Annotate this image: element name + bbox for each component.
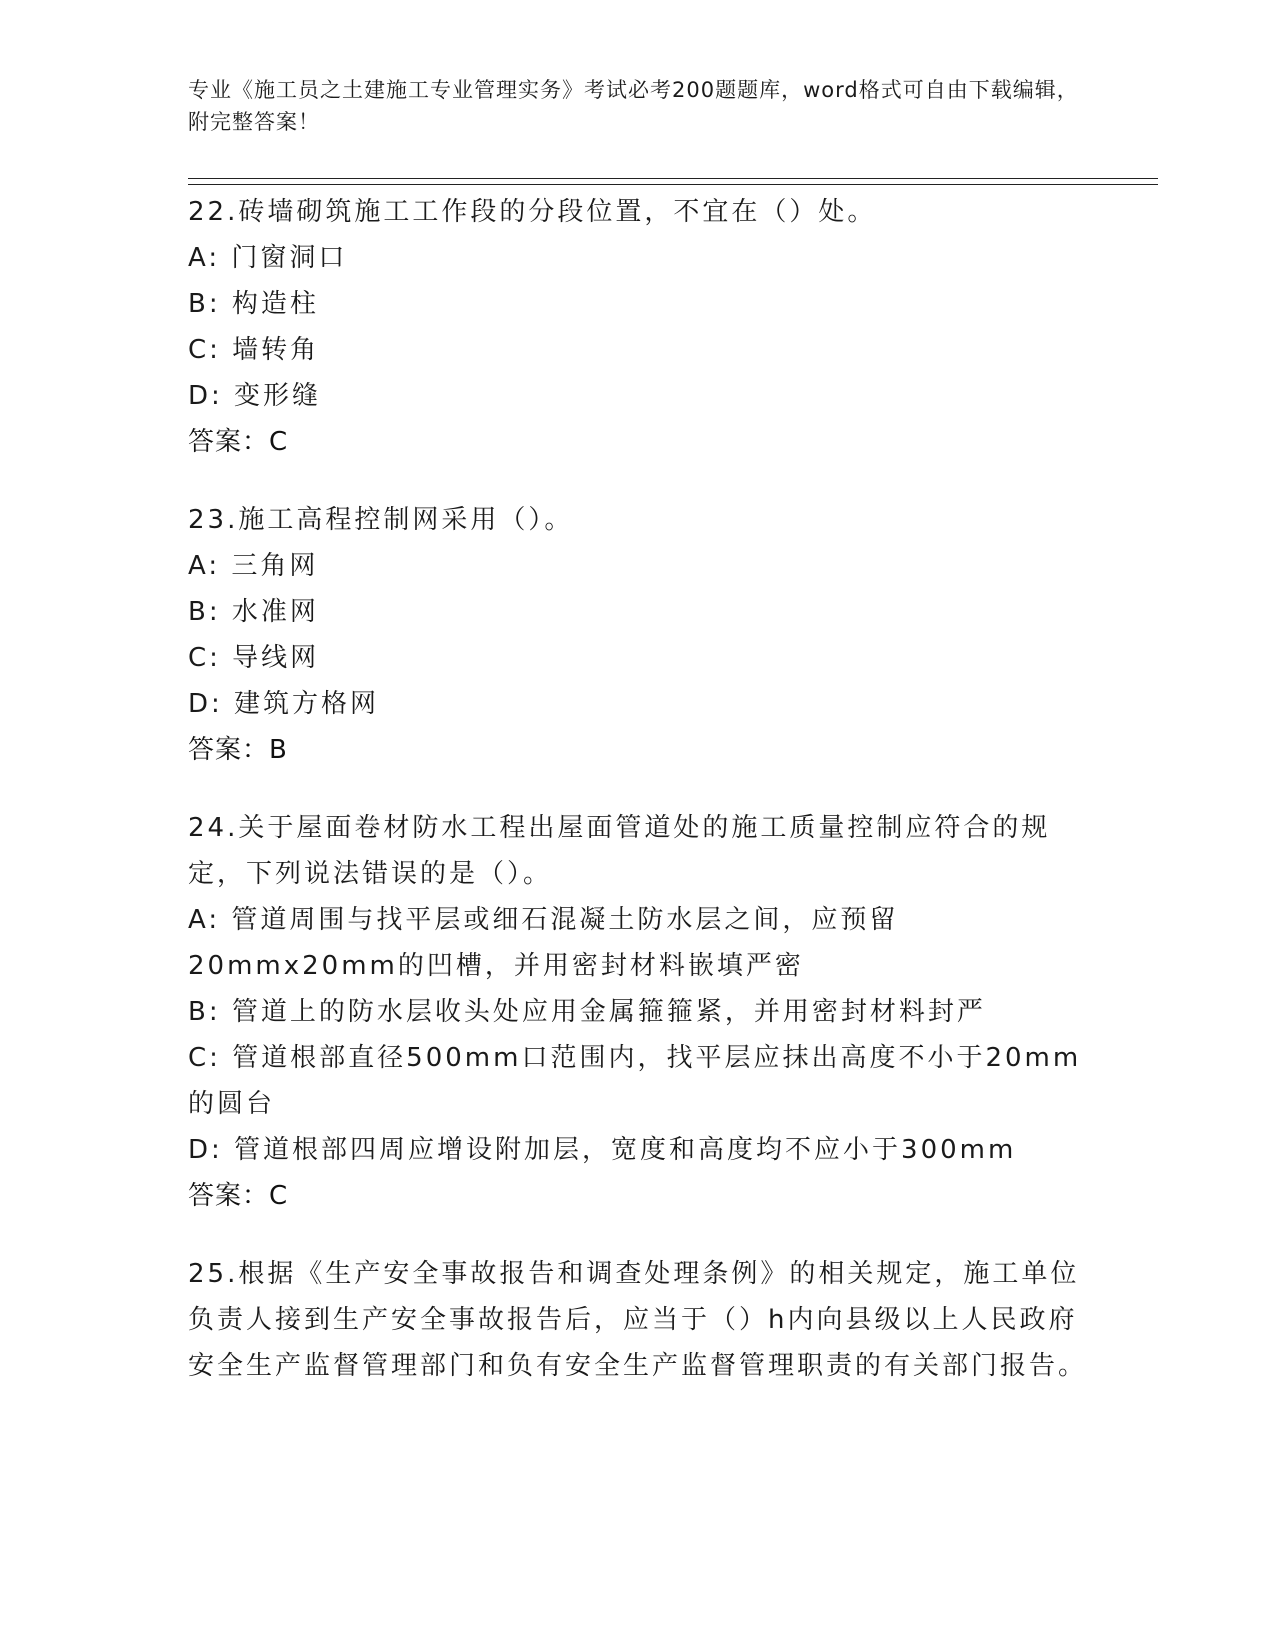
question-22 — [188, 189, 1088, 465]
question-stem: 22.砖墙砌筑施工工作段的分段位置，不宜在（）处。 — [188, 197, 877, 227]
option-d: D: 管道根部四周应增设附加层，宽度和高度均不应小于300mm — [188, 1135, 1017, 1165]
question-list — [188, 189, 1088, 1421]
answer: 答案：B — [188, 735, 288, 765]
option-b: B: 构造柱 — [188, 289, 319, 319]
answer: 答案：C — [188, 1181, 289, 1211]
option-a: A: 管道周围与找平层或细石混凝土防水层之间，应预留20mmx20mm的凹槽，并用密封材料嵌填严密 — [188, 905, 899, 981]
option-a: A: 门窗洞口 — [188, 243, 348, 273]
question-stem: 24.关于屋面卷材防水工程出屋面管道处的施工质量控制应符合的规定，下列说法错误的是（）。 — [188, 813, 1051, 889]
option-b: B: 水准网 — [188, 597, 319, 627]
option-a: A: 三角网 — [188, 551, 319, 581]
question-stem: 25.根据《生产安全事故报告和调查处理条例》的相关规定，施工单位负责人接到生产安全事故报告后，应当于（）h内向县级以上人民政府安全生产监督管理部门和负有安全生产监督管理职责的有关部门报告。 — [188, 1259, 1088, 1381]
question-stem: 23.施工高程控制网采用（）。 — [188, 505, 574, 535]
question-25 — [188, 1251, 1088, 1389]
question-24 — [188, 805, 1088, 1219]
option-d: D: 变形缝 — [188, 381, 322, 411]
option-b: B: 管道上的防水层收头处应用金属箍箍紧，并用密封材料封严 — [188, 997, 986, 1027]
option-c: C: 墙转角 — [188, 335, 320, 365]
header-rule-bottom — [188, 184, 1158, 185]
answer: 答案：C — [188, 427, 289, 457]
option-c: C: 管道根部直径500mm口范围内，找平层应抹出高度不小于20mm的圆台 — [188, 1043, 1082, 1119]
header-rule-top — [188, 178, 1158, 179]
question-23 — [188, 497, 1088, 773]
option-d: D: 建筑方格网 — [188, 689, 380, 719]
document-header: 专业《施工员之土建施工专业管理实务》考试必考200题题库，word格式可自由下载编辑，附完整答案！ — [188, 78, 1079, 134]
option-c: C: 导线网 — [188, 643, 320, 673]
